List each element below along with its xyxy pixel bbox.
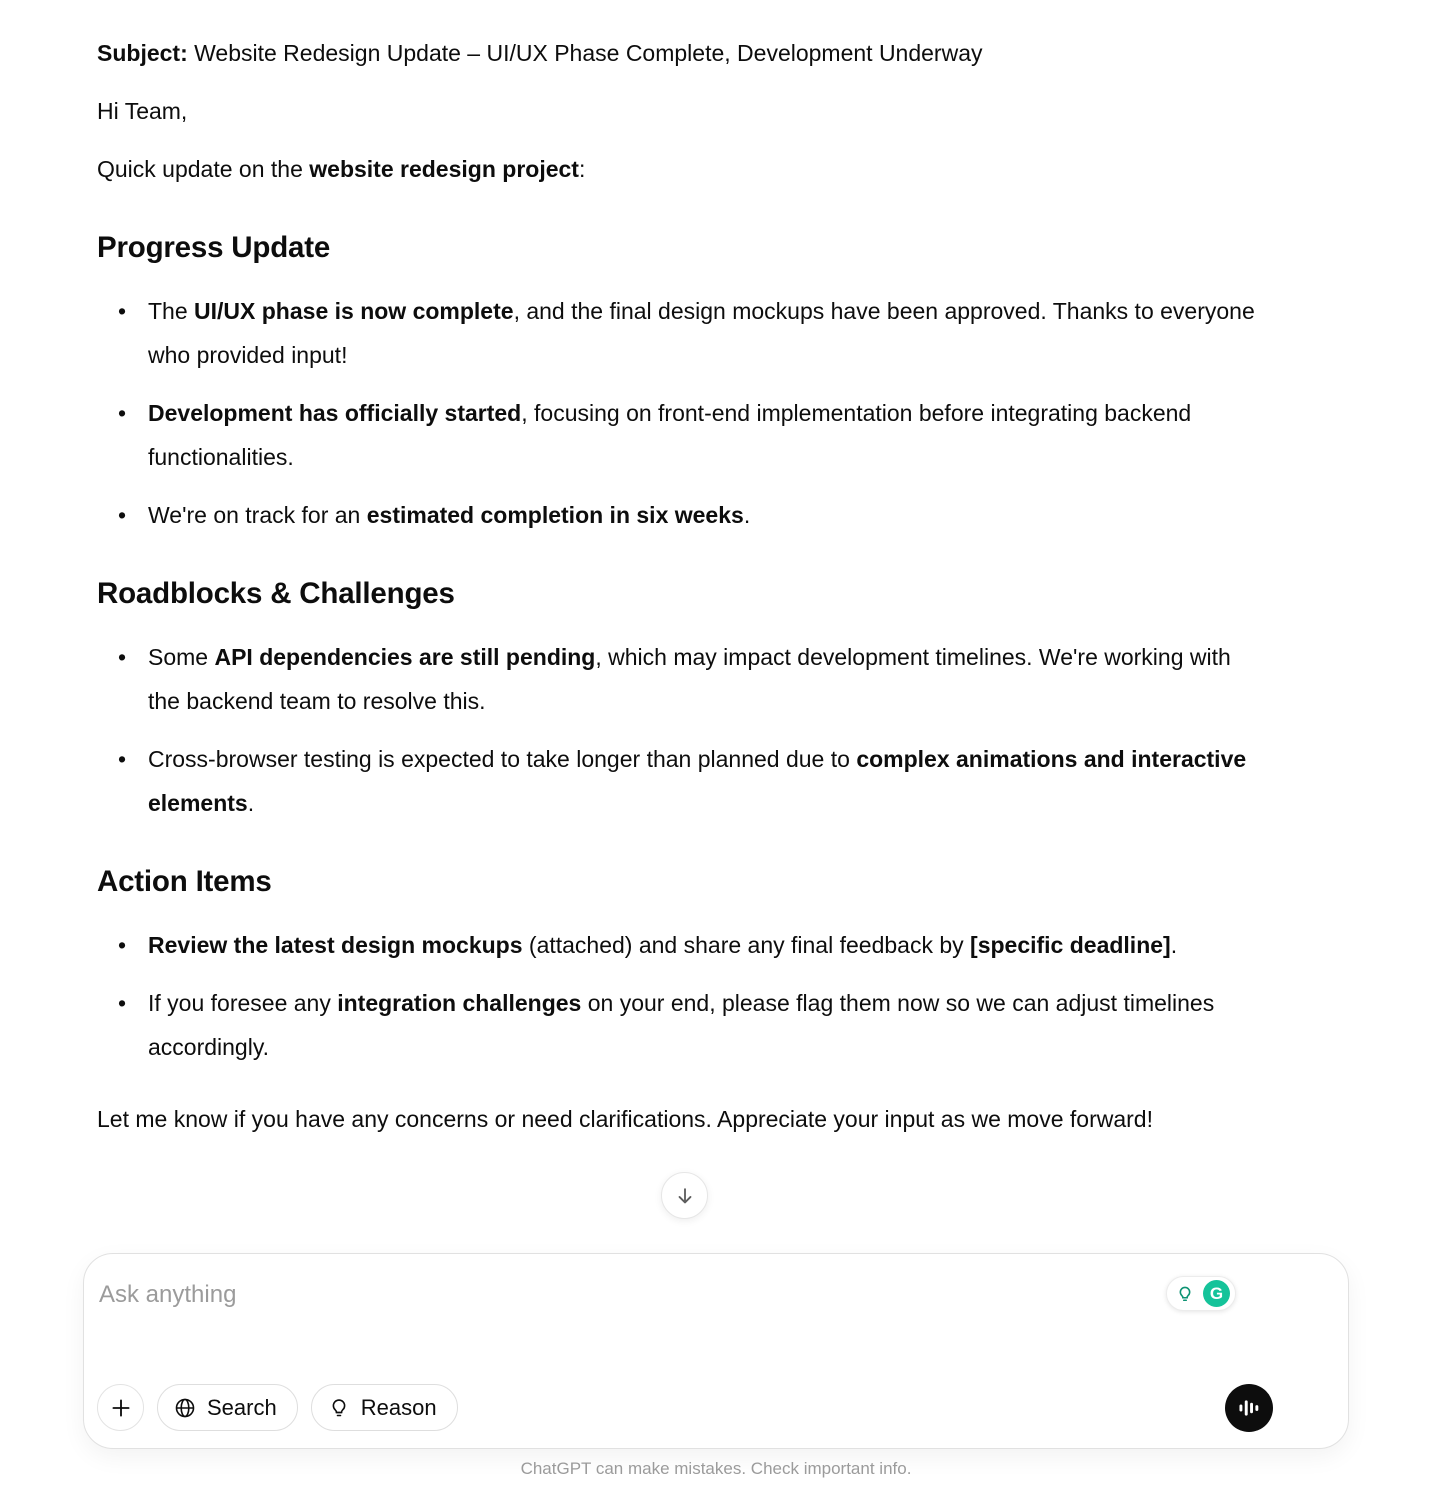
list-item: • Cross-browser testing is expected to take longer than planned due to complex animations and interactive elements. xyxy=(97,737,1255,825)
disclaimer-text: ChatGPT can make mistakes. Check important info. xyxy=(520,1459,912,1478)
waveform-icon xyxy=(1236,1395,1262,1421)
search-button-label: Search xyxy=(207,1395,277,1420)
action-items-list xyxy=(97,923,1255,1069)
section-heading-action-items: Action Items xyxy=(97,865,272,898)
attach-button[interactable] xyxy=(97,1384,144,1431)
grammarly-extension-badge[interactable] xyxy=(1166,1276,1236,1311)
closing-line: Let me know if you have any concerns or need clarifications. Appreciate your input as we move forward! xyxy=(97,1106,1153,1132)
reason-button-label: Reason xyxy=(360,1395,437,1420)
roadblocks-list xyxy=(97,635,1255,825)
list-item: • We're on track for an estimated completion in six weeks. xyxy=(97,493,1255,537)
greeting-line: Hi Team, xyxy=(97,98,188,124)
grammarly-suggestion-icon[interactable] xyxy=(1172,1281,1198,1307)
voice-mode-button[interactable] xyxy=(1225,1384,1273,1432)
scroll-to-bottom-button[interactable] xyxy=(661,1172,708,1219)
list-item: • Some API dependencies are still pending, which may impact development timelines. We're working with the backend team to resolve this. xyxy=(97,635,1255,723)
message-input[interactable] xyxy=(99,1278,1139,1330)
section-heading-roadblocks: Roadblocks & Challenges xyxy=(97,577,455,610)
progress-list xyxy=(97,289,1255,537)
grammarly-icon[interactable]: G xyxy=(1203,1280,1230,1307)
list-item: • Review the latest design mockups (attached) and share any final feedback by [specific deadline]. xyxy=(97,923,1255,967)
globe-icon xyxy=(173,1396,197,1420)
intro-line: Quick update on the website redesign project: xyxy=(97,156,586,182)
composer xyxy=(83,1253,1349,1449)
search-button[interactable] xyxy=(157,1384,298,1431)
lightbulb-icon xyxy=(327,1396,351,1420)
list-item: • The UI/UX phase is now complete, and the final design mockups have been approved. Thanks to everyone who provided input! xyxy=(97,289,1255,377)
arrow-down-icon xyxy=(674,1185,696,1207)
list-item: • Development has officially started, focusing on front-end implementation before integrating backend functionalities. xyxy=(97,391,1255,479)
section-heading-progress: Progress Update xyxy=(97,231,331,264)
plus-icon xyxy=(108,1395,134,1421)
subject-line: Subject: Website Redesign Update – UI/UX Phase Complete, Development Underway xyxy=(97,40,983,66)
assistant-message xyxy=(97,0,1255,1155)
composer-toolbar xyxy=(97,1384,458,1431)
list-item: • If you foresee any integration challenges on your end, please flag them now so we can adjust timelines accordingly. xyxy=(97,981,1255,1069)
reason-button[interactable] xyxy=(311,1384,458,1431)
